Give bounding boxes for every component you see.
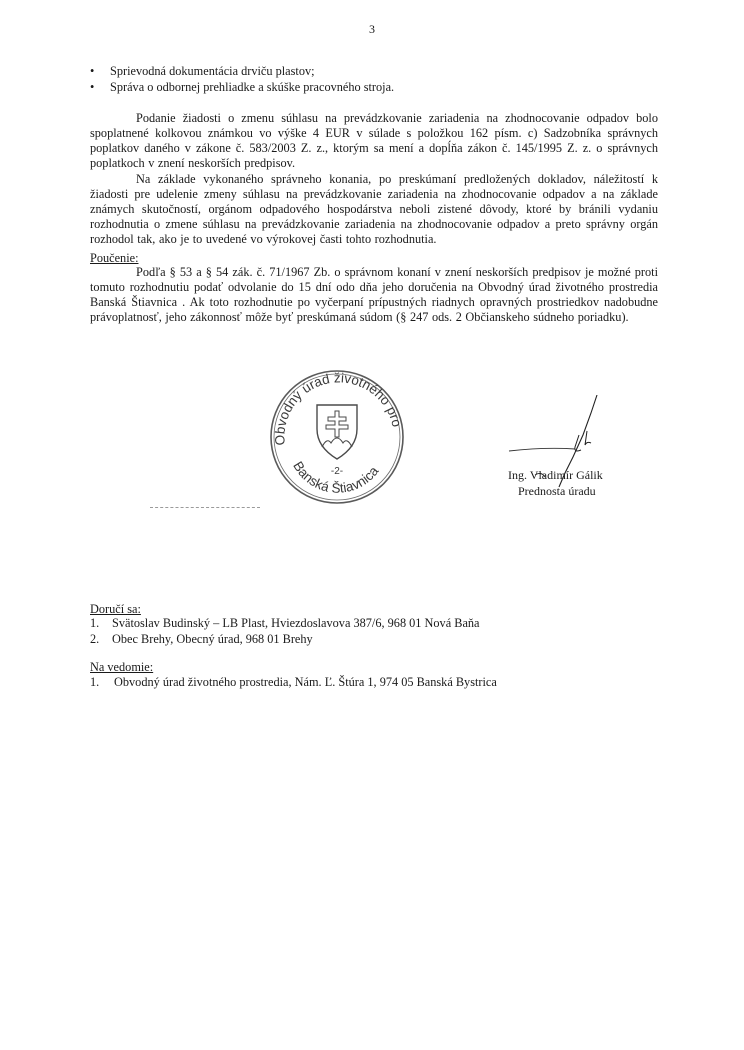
page-number: 3 [369, 22, 375, 36]
item-text: Obec Brehy, Obecný úrad, 968 01 Brehy [112, 631, 313, 646]
instruction-paragraph: Podľa § 53 a § 54 zák. č. 71/1967 Zb. o správnom konaní v znení neskorších predpisov je možné proti tomuto rozhodnutiu podať odvolanie do 15 dní odo dňa jeho doručenia na Obvodný úrad životného prostredia Banská Štiavnica . Ak toto rozhodnutie po vyčerpaní prípustných riadnych opravných prostriedkov nadobudne právoplatnosť, jeho zákonnosť môže byť preskúmaná súdom (§ 247 ods. 2 Občianskeho súdneho poriadku). [90, 265, 658, 324]
office-stamp [267, 367, 407, 507]
stamp-bottom-text: Banská Štiavnica [290, 458, 382, 496]
instruction-heading: Poučenie: [90, 251, 139, 265]
attachment-list [90, 64, 670, 96]
stamp-top-text: Obvodný úrad životného pro [272, 370, 405, 446]
stamp-number: -2- [330, 466, 344, 477]
delivery-heading: Doručí sa: [90, 602, 141, 616]
item-number: 1. [90, 616, 100, 630]
coat-of-arms-icon [317, 405, 357, 459]
list-item: • Správa o odbornej prehliadke a skúške pracovného stroja. [90, 80, 670, 96]
signer-name: Ing. Vladimír Gálik [508, 468, 603, 482]
list-item [90, 616, 480, 632]
round-seal-icon [267, 367, 407, 507]
fee-paragraph: Podanie žiadosti o zmenu súhlasu na prevádzkovanie zariadenia na zhodnocovanie odpadov bolo spoplatnené kolkovou známkou vo výške 4 EUR v súlade s položkou 162 písm. c) Sadzobníka správnych poplatkov daného v zákone č. 583/2003 Z. z., ktorým sa mení a dopĺňa zákon č. 145/1995 Z. z. o správnych poplatkoch v znení neskorších predpisov. [90, 111, 658, 170]
signer-block [508, 467, 603, 499]
divider [150, 507, 260, 508]
notice-heading: Na vedomie: [90, 660, 154, 674]
basis-paragraph: Na základe vykonaného správneho konania, po preskúmaní predložených dokladov, náležitostí k žiadosti pre udelenie zmeny súhlasu na prevádzkovanie zariadenia na zhodnocovanie odpadov a na základe známych skutočností, orgánom odpadového hospodárstva neboli zistené dôvody, ktoré by bránili vydaniu rozhodnutia o zmene súhlasu na prevádzkovanie zariadenia na zhodnocovanie odpadov a preto správny orgán rozhodol tak, ako je to uvedené vo výrokovej časti tohto rozhodnutia. [90, 172, 658, 246]
item-number: 1. [90, 675, 100, 689]
item-text: Svätoslav Budinský – LB Plast, Hviezdoslavova 387/6, 968 01 Nová Baňa [112, 616, 480, 630]
list-item [90, 632, 480, 648]
signer-title: Prednosta úradu [518, 484, 596, 498]
svg-text:Obvodný úrad životného prostre [267, 367, 405, 446]
notice-list [90, 675, 497, 691]
delivery-list [90, 616, 480, 647]
list-item: • Sprievodná dokumentácia drviču plastov; [90, 64, 670, 80]
item-number: 2. [90, 631, 100, 646]
list-item [90, 675, 497, 691]
item-text: Obvodný úrad životného prostredia, Nám. Ľ. Štúra 1, 974 05 Banská Bystrica [114, 675, 497, 689]
